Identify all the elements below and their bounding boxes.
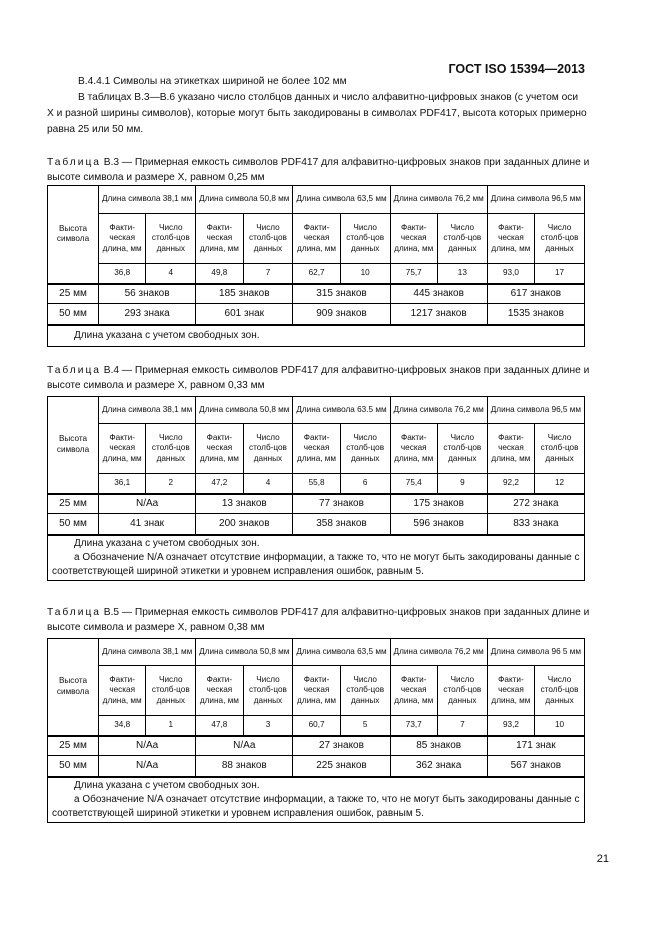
value-cell: 60,7 [293,716,340,736]
value-cell: 4 [146,264,196,284]
columns-header: Число столб-цов данных [146,666,196,716]
value-cell: 75,7 [390,264,437,284]
capacity-cell: 909 знаков [293,304,390,325]
value-cell: 92,2 [487,474,534,494]
columns-header: Число столб-цов данных [437,424,487,474]
caption-word: Таблица [47,607,101,618]
length-header: Длина символа 96,5 мм [487,186,584,214]
actual-length-header: Факти-ческая длина, мм [196,666,243,716]
capacity-cell: 175 знаков [390,494,487,514]
length-header: Длина символа 50,8 мм [196,186,293,214]
actual-length-header: Факти-ческая длина, мм [99,214,146,264]
value-cell: 55,8 [293,474,340,494]
row-label: 25 мм [48,284,99,304]
value-cell: 10 [340,264,390,284]
columns-header: Число столб-цов данных [340,666,390,716]
columns-header: Число столб-цов данных [340,214,390,264]
table-b3-caption [47,155,592,185]
actual-length-header: Факти-ческая длина, мм [99,666,146,716]
height-header: Высота символа [48,397,99,494]
table-b4 [47,396,585,581]
value-cell: 2 [146,474,196,494]
columns-header: Число столб-цов данных [437,214,487,264]
value-cell: 10 [535,716,585,736]
actual-length-header: Факти-ческая длина, мм [390,666,437,716]
capacity-cell: 272 знака [487,494,584,514]
capacity-cell: 88 знаков [196,756,293,777]
capacity-cell: 41 знак [99,514,196,535]
length-header: Длина символа 63,5 мм [293,186,390,214]
length-header: Длина символа 50,8 мм [196,397,293,424]
row-label: 50 мм [48,756,99,777]
height-header: Высота символа [48,639,99,736]
row-label: 25 мм [48,736,99,756]
actual-length-header: Факти-ческая длина, мм [99,424,146,474]
table-b4-caption [47,363,592,393]
actual-length-header: Факти-ческая длина, мм [293,424,340,474]
value-cell: 3 [243,716,293,736]
capacity-cell: 225 знаков [293,756,390,777]
columns-header: Число столб-цов данных [243,214,293,264]
capacity-cell: 315 знаков [293,284,390,304]
capacity-cell: 601 знак [196,304,293,325]
caption-text: B.4 — Примерная емкость символов PDF417 для алфавитно-цифровых знаков при заданных длине и высоте символа и размере X, равном 0,33 мм [47,365,590,391]
capacity-cell: N/Aa [99,494,196,514]
capacity-cell: 85 знаков [390,736,487,756]
length-header: Длина символа 76,2 мм [390,639,487,666]
capacity-cell: 77 знаков [293,494,390,514]
page-number: 21 [596,853,609,865]
columns-header: Число столб-цов данных [437,666,487,716]
length-header: Длина символа 96,5 мм [487,397,584,424]
length-header: Длина символа 63,5 мм [293,639,390,666]
capacity-cell: 27 знаков [293,736,390,756]
value-cell: 17 [535,264,585,284]
caption-text: B.3 — Примерная емкость символов PDF417 для алфавитно-цифровых знаков при заданных длине и высоте символа и размере X, равном 0,25 мм [47,157,590,183]
capacity-cell: 293 знака [99,304,196,325]
table-b5-caption [47,605,592,635]
value-cell: 47,2 [196,474,243,494]
value-cell: 9 [437,474,487,494]
capacity-cell: 185 знаков [196,284,293,304]
length-header: Длина символа 96 5 мм [487,639,584,666]
actual-length-header: Факти-ческая длина, мм [293,666,340,716]
intro-paragraph: В таблицах B.3—B.6 указано число столбцов данных и число алфавитно-цифровых знаков (с учетом оси X и разной ширины символов), которые могут быть закодированы в символах PDF417, высота которых примерно равна 25 или 50 мм. [47,92,587,135]
columns-header: Число столб-цов данных [535,666,585,716]
capacity-cell: N/Aa [99,756,196,777]
value-cell: 75,4 [390,474,437,494]
length-header: Длина символа 50,8 мм [196,639,293,666]
value-cell: 73,7 [390,716,437,736]
value-cell: 4 [243,474,293,494]
length-header: Длина символа 76,2 мм [390,186,487,214]
table-note: Длина указана с учетом свободных зон. [48,325,585,347]
caption-text: B.5 — Примерная емкость символов PDF417 для алфавитно-цифровых знаков при заданных длине и высоте символа и размере X, равном 0,38 мм [47,607,590,633]
actual-length-header: Факти-ческая длина, мм [487,214,534,264]
table-notes [48,535,585,581]
columns-header: Число столб-цов данных [535,214,585,264]
capacity-cell: 1535 знаков [487,304,584,325]
capacity-cell: 617 знаков [487,284,584,304]
capacity-cell: 445 знаков [390,284,487,304]
document-header: ГОСТ ISO 15394—2013 [448,62,585,76]
columns-header: Число столб-цов данных [243,666,293,716]
caption-word: Таблица [47,365,101,376]
value-cell: 93,2 [487,716,534,736]
caption-word: Таблица [47,157,101,168]
actual-length-header: Факти-ческая длина, мм [196,424,243,474]
value-cell: 7 [437,716,487,736]
length-header: Длина символа 63.5 мм [293,397,390,424]
height-header: Высота символа [48,186,99,284]
columns-header: Число столб-цов данных [146,214,196,264]
capacity-cell: 1217 знаков [390,304,487,325]
capacity-cell: 362 знака [390,756,487,777]
length-header: Длина символа 38,1 мм [99,639,196,666]
capacity-cell: 596 знаков [390,514,487,535]
value-cell: 36,8 [99,264,146,284]
actual-length-header: Факти-ческая длина, мм [487,666,534,716]
section-heading: B.4.4.1 Символы на этикетках шириной не более 102 мм [78,76,347,87]
value-cell: 13 [437,264,487,284]
row-label: 50 мм [48,514,99,535]
table-note: Длина указана с учетом свободных зон. [74,537,260,549]
columns-header: Число столб-цов данных [340,424,390,474]
value-cell: 7 [243,264,293,284]
table-b5 [47,638,585,823]
table-b3 [47,185,585,347]
value-cell: 49,8 [196,264,243,284]
row-label: 25 мм [48,494,99,514]
value-cell: 34,8 [99,716,146,736]
row-label: 50 мм [48,304,99,325]
value-cell: 12 [535,474,585,494]
capacity-cell: 358 знаков [293,514,390,535]
capacity-cell: N/Aa [196,736,293,756]
capacity-cell: 833 знака [487,514,584,535]
value-cell: 5 [340,716,390,736]
value-cell: 47,8 [196,716,243,736]
capacity-cell: 200 знаков [196,514,293,535]
length-header: Длина символа 38,1 мм [99,186,196,214]
value-cell: 1 [146,716,196,736]
value-cell: 6 [340,474,390,494]
length-header: Длина символа 76,2 мм [390,397,487,424]
capacity-cell: N/Aa [99,736,196,756]
value-cell: 36,1 [99,474,146,494]
actual-length-header: Факти-ческая длина, мм [293,214,340,264]
columns-header: Число столб-цов данных [146,424,196,474]
columns-header: Число столб-цов данных [243,424,293,474]
capacity-cell: 13 знаков [196,494,293,514]
table-footnote: a Обозначение N/A означает отсутствие информации, а также то, что не могут быть закодированы данные с соответствующей шириной этикетки и уровнем исправления ошибок, равным 5. [52,551,580,577]
value-cell: 93,0 [487,264,534,284]
actual-length-header: Факти-ческая длина, мм [390,424,437,474]
actual-length-header: Факти-ческая длина, мм [196,214,243,264]
columns-header: Число столб-цов данных [535,424,585,474]
table-footnote: a Обозначение N/A означает отсутствие информации, а также то, что не могут быть закодированы данные с соответствующей шириной этикетки и уровнем исправления ошибок, равным 5. [52,793,580,819]
actual-length-header: Факти-ческая длина, мм [487,424,534,474]
capacity-cell: 567 знаков [487,756,584,777]
actual-length-header: Факти-ческая длина, мм [390,214,437,264]
capacity-cell: 171 знак [487,736,584,756]
table-notes [48,777,585,823]
capacity-cell: 56 знаков [99,284,196,304]
value-cell: 62,7 [293,264,340,284]
length-header: Длина символа 38,1 мм [99,397,196,424]
table-note: Длина указана с учетом свободных зон. [74,779,260,791]
